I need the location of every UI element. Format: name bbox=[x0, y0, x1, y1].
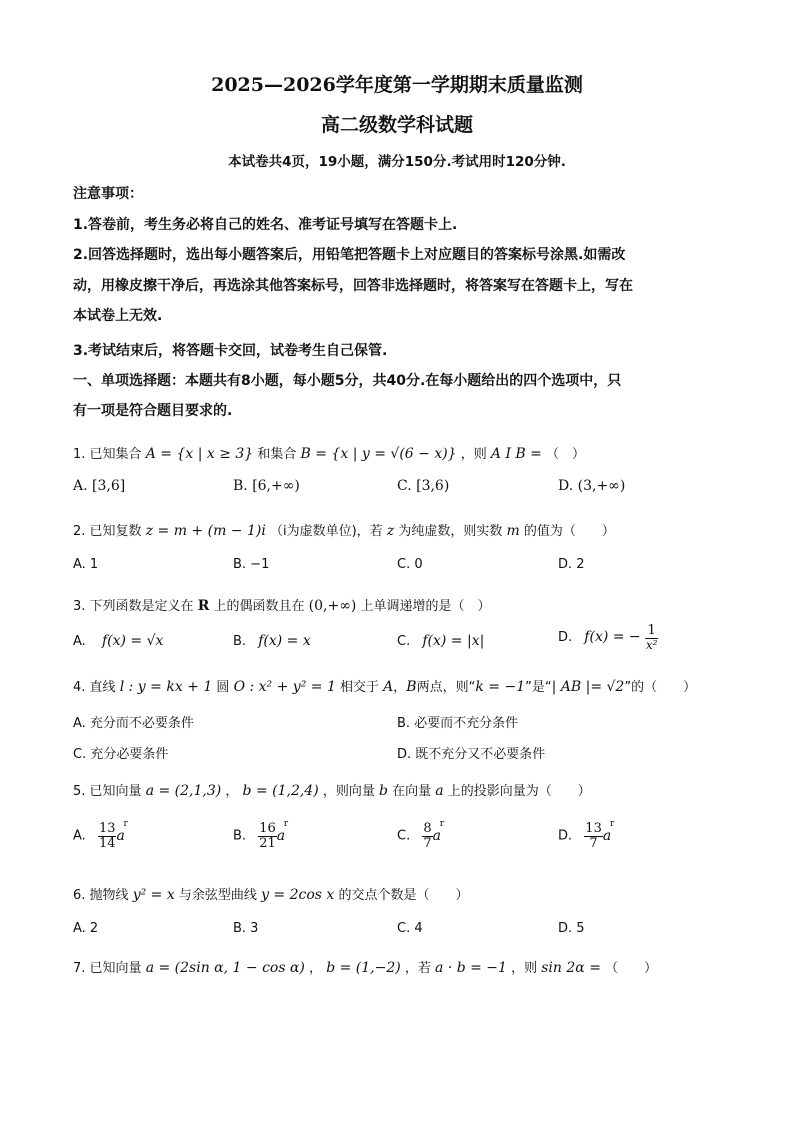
q6-option-b: B. 3 bbox=[233, 921, 259, 936]
q1-option-b: B. [6,+∞) bbox=[233, 478, 300, 494]
math-variable: A bbox=[383, 679, 394, 695]
question-text: 为纯虚数，则实数 bbox=[398, 524, 503, 539]
q3-option-b bbox=[233, 633, 311, 649]
section-heading-line-2: 有一项是符合题目要求的. bbox=[73, 403, 233, 419]
q5-option-b bbox=[233, 822, 285, 850]
math-vector: r a bbox=[116, 828, 124, 844]
question-5 bbox=[73, 780, 591, 799]
fraction-numerator: 13 bbox=[98, 821, 116, 836]
math-expression: a · b = −1 bbox=[435, 960, 507, 976]
question-text: 已知集合 bbox=[89, 447, 142, 462]
question-text: 上的偶函数且在 bbox=[213, 599, 305, 614]
q2-option-c: C. 0 bbox=[397, 557, 423, 572]
option-label: D. bbox=[558, 630, 573, 646]
q4-option-b: B. 必要而不充分条件 bbox=[397, 716, 519, 731]
question-text: 的交点个数是（ ） bbox=[338, 888, 469, 903]
exam-subtitle: 高二级数学科试题 bbox=[320, 114, 473, 136]
math-fraction bbox=[98, 822, 117, 850]
question-text: 与余弦型曲线 bbox=[178, 888, 257, 903]
question-text: 在向量 bbox=[392, 784, 432, 799]
question-text: ”是“ bbox=[525, 680, 552, 695]
answer-blank: （ ） bbox=[605, 961, 658, 976]
question-text: ，则 bbox=[511, 961, 538, 976]
math-expression: l : y = kx + 1 bbox=[119, 679, 213, 695]
question-text: 上单调递增的是（ ） bbox=[360, 599, 491, 614]
question-text: ， bbox=[309, 961, 323, 976]
q2-option-a: A. 1 bbox=[73, 557, 99, 572]
note-1: 1.答卷前，考生务必将自己的姓名、准考证号填写在答题卡上. bbox=[73, 217, 458, 233]
option-label: A. bbox=[73, 634, 86, 649]
question-text: ，则向量 bbox=[322, 784, 375, 799]
math-expression: y = 2cos x bbox=[261, 887, 335, 903]
math-variable: a bbox=[435, 783, 444, 799]
q6-option-d: D. 5 bbox=[558, 921, 585, 936]
question-number: 1. bbox=[73, 447, 86, 462]
answer-blank: ”的（ ） bbox=[624, 680, 697, 695]
math-expression: k = −1 bbox=[475, 679, 526, 695]
q4-option-c: C. 充分必要条件 bbox=[73, 747, 169, 762]
question-4 bbox=[73, 676, 696, 695]
question-text: 圆 bbox=[216, 680, 230, 695]
question-2 bbox=[73, 520, 615, 539]
math-variable: m bbox=[506, 523, 520, 539]
math-variable: B bbox=[406, 679, 417, 695]
note-2-line-2: 动，用橡皮擦干净后，再选涂其他答案标号，回答非选择题时，将答案写在答题卡上，写在 bbox=[73, 278, 633, 294]
note-2-line-3: 本试卷上无效. bbox=[73, 308, 163, 324]
math-vector: r a bbox=[433, 828, 441, 844]
q6-option-c: C. 4 bbox=[397, 921, 423, 936]
q5-option-a bbox=[73, 822, 125, 850]
math-expression: f(x) = √x bbox=[101, 633, 164, 649]
math-fraction bbox=[584, 822, 603, 850]
question-text: 已知向量 bbox=[89, 961, 142, 976]
answer-blank: （ ） bbox=[546, 447, 586, 462]
math-fraction bbox=[645, 624, 659, 651]
q3-option-a bbox=[73, 633, 163, 649]
option-label: C. bbox=[397, 828, 411, 844]
q3-option-c bbox=[397, 633, 484, 649]
q4-option-a: A. 充分而不必要条件 bbox=[73, 716, 194, 731]
math-variable: z bbox=[386, 523, 395, 539]
fraction-numerator: 16 bbox=[259, 821, 276, 836]
math-expression: f(x) = − bbox=[584, 629, 641, 646]
question-number: 6. bbox=[73, 888, 86, 903]
question-text: 下列函数是定义在 bbox=[89, 599, 194, 614]
fraction-numerator: 13 bbox=[585, 821, 602, 836]
q1-option-d: D. (3,+∞) bbox=[558, 478, 626, 494]
question-1 bbox=[73, 443, 585, 462]
math-expression: O : x² + y² = 1 bbox=[233, 679, 336, 695]
math-expression: f(x) = |x| bbox=[422, 633, 485, 649]
exam-title: 2025—2026学年度第一学期期末质量监测 bbox=[211, 74, 583, 96]
fraction-denominator: 7 bbox=[589, 835, 598, 851]
question-number: 7. bbox=[73, 961, 86, 976]
question-text: 直线 bbox=[89, 680, 116, 695]
question-text: 上的投影向量为（ ） bbox=[447, 784, 591, 799]
section-heading-line-1: 一、单项选择题：本题共有8小题，每小题5分，共40分.在每小题给出的四个选项中，只 bbox=[73, 373, 622, 389]
fraction-denominator: 14 bbox=[98, 835, 116, 851]
question-text: ，则 bbox=[460, 447, 487, 462]
q1-option-a: A. [3,6] bbox=[73, 478, 126, 494]
q6-option-a: A. 2 bbox=[73, 921, 99, 936]
math-expression: A I B = bbox=[490, 446, 542, 462]
question-number: 2. bbox=[73, 524, 86, 539]
math-vector: r a bbox=[603, 828, 611, 844]
option-label: B. bbox=[233, 828, 247, 844]
question-text: 相交于 bbox=[340, 680, 380, 695]
option-label: C. bbox=[397, 634, 411, 649]
fraction-numerator: 8 bbox=[423, 821, 432, 836]
q2-option-b: B. −1 bbox=[233, 557, 270, 572]
fraction-denominator: 7 bbox=[423, 835, 432, 851]
note-2-line-1: 2.回答选择题时，选出每小题答案后，用铅笔把答题卡上对应题目的答案标号涂黑.如需改 bbox=[73, 247, 626, 263]
fraction-denominator: 21 bbox=[259, 835, 276, 851]
notes-heading: 注意事项： bbox=[73, 186, 143, 202]
math-vector-b: b = (1,2,4) bbox=[242, 783, 319, 799]
question-text: ，若 bbox=[404, 961, 431, 976]
question-number: 4. bbox=[73, 680, 86, 695]
question-6 bbox=[73, 884, 468, 903]
question-number: 3. bbox=[73, 599, 86, 614]
math-vector-b: b = (1,−2) bbox=[326, 960, 401, 976]
math-symbol: R bbox=[197, 598, 210, 614]
math-set-a: A = {x | x ≥ 3} bbox=[145, 446, 254, 462]
question-text: 已知复数 bbox=[89, 524, 142, 539]
math-vector: r a bbox=[277, 828, 285, 844]
question-7 bbox=[73, 957, 657, 976]
math-vector-a: a = (2,1,3) bbox=[145, 783, 222, 799]
math-expression: sin 2α = bbox=[541, 960, 601, 976]
math-expression: f(x) = x bbox=[258, 633, 311, 649]
question-text: 抛物线 bbox=[89, 888, 129, 903]
math-set-b: B = {x | y = √(6 − x)} bbox=[300, 446, 457, 462]
math-expression: y² = x bbox=[132, 887, 175, 903]
q5-option-d bbox=[558, 822, 611, 850]
fraction-numerator: 1 bbox=[645, 624, 659, 639]
option-label: A. bbox=[73, 828, 86, 844]
q2-option-d: D. 2 bbox=[558, 557, 585, 572]
question-text: （i为虚数单位)，若 bbox=[269, 524, 383, 539]
q3-option-d bbox=[558, 624, 658, 651]
question-text: 和集合 bbox=[257, 447, 297, 462]
question-text: 已知向量 bbox=[89, 784, 142, 799]
question-text: ， bbox=[393, 680, 407, 695]
question-3 bbox=[73, 595, 490, 614]
math-variable: b bbox=[378, 783, 388, 799]
math-fraction bbox=[258, 822, 277, 850]
fraction-denominator: x² bbox=[645, 637, 658, 652]
q1-option-c: C. [3,6) bbox=[397, 478, 450, 494]
math-fraction bbox=[422, 822, 432, 850]
math-expression: z = m + (m − 1)i bbox=[145, 523, 266, 539]
math-interval: (0,+∞) bbox=[308, 598, 357, 614]
option-label: D. bbox=[558, 828, 573, 844]
option-label: B. bbox=[233, 634, 247, 649]
question-text: ， bbox=[225, 784, 239, 799]
exam-info: 本试卷共4页，19小题，满分150分.考试用时120分钟. bbox=[228, 154, 566, 170]
q4-option-d: D. 既不充分又不必要条件 bbox=[397, 747, 546, 762]
question-number: 5. bbox=[73, 784, 86, 799]
answer-blank: 的值为（ ） bbox=[523, 524, 615, 539]
math-expression: | AB |= √2 bbox=[551, 679, 625, 695]
math-vector-a: a = (2sin α, 1 − cos α) bbox=[145, 960, 305, 976]
note-3: 3.考试结束后，将答题卡交回，试卷考生自己保管. bbox=[73, 343, 388, 359]
q5-option-c bbox=[397, 822, 441, 850]
question-text: 两点，则“ bbox=[416, 680, 476, 695]
